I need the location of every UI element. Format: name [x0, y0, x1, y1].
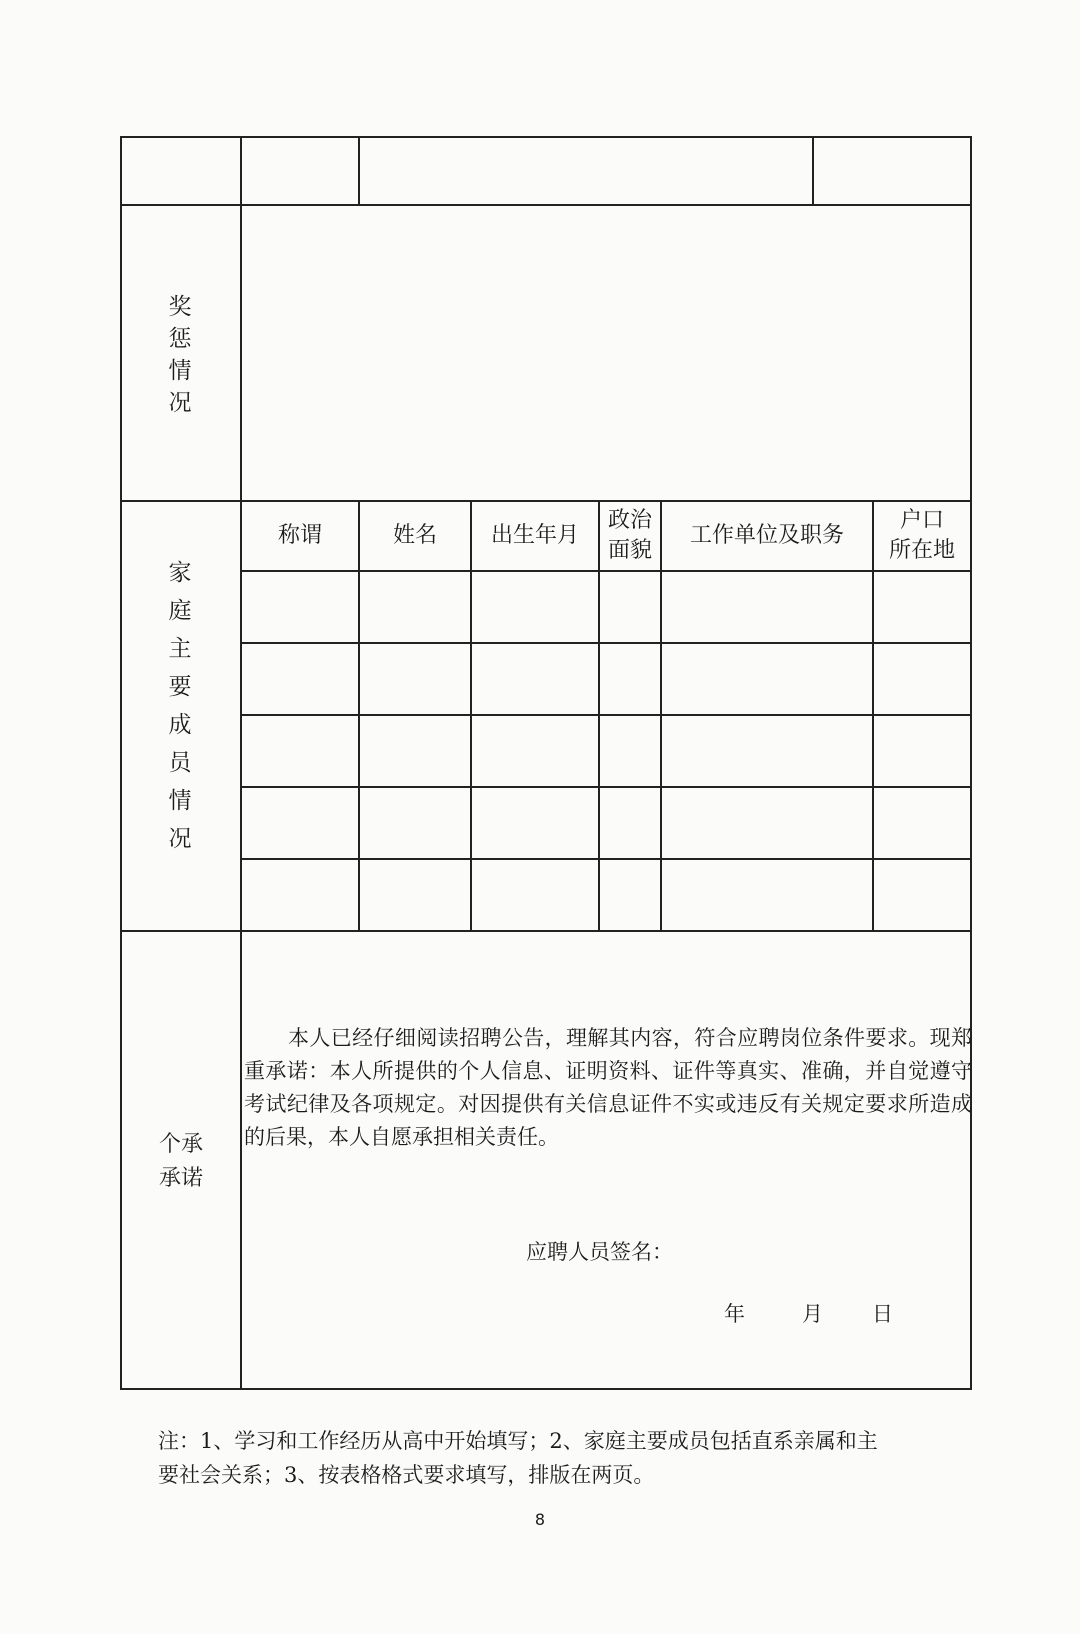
header-political-line1: 政治 — [607, 508, 652, 533]
family-row-2[interactable] — [242, 644, 970, 714]
footnote-line2: 要社会关系；3、按表格格式要求填写，排版在两页。 — [158, 1463, 655, 1487]
awards-label-char: 奖 — [168, 294, 192, 320]
pledge-label-line1: 个承 — [158, 1132, 203, 1157]
pledge-section-label — [146, 1128, 216, 1196]
family-row-5[interactable] — [242, 860, 970, 930]
date-month-label: 月 — [802, 1302, 823, 1326]
family-section-label — [160, 562, 200, 851]
top-row-cell-1[interactable] — [242, 138, 358, 204]
family-label-char: 家 — [168, 560, 192, 586]
family-row-4[interactable] — [242, 788, 970, 858]
pledge-paragraph: 本人已经仔细阅读招聘公告，理解其内容，符合应聘岗位条件要求。现郑重承诺：本人所提供的个人信息、证明资料、证件等真实、准确，并自觉遵守考试纪律及各项规定。对因提供有关信息证件不实或违反有关规定要求所造成的后果，本人自愿承担相关责任。 — [244, 1026, 972, 1149]
family-label-char: 况 — [168, 826, 192, 852]
awards-section-label — [160, 296, 200, 415]
header-hukou-line2: 所在地 — [888, 538, 955, 563]
header-political — [600, 502, 660, 570]
pledge-text — [244, 1022, 972, 1154]
family-label-char: 情 — [168, 788, 192, 814]
signature-label: 应聘人员签名： — [526, 1240, 673, 1264]
family-label-char: 庭 — [168, 598, 192, 624]
header-hukou-line1: 户口 — [899, 508, 944, 533]
header-work: 工作单位及职务 — [689, 523, 844, 548]
date-year-label: 年 — [724, 1302, 745, 1326]
date-day-label: 日 — [872, 1302, 893, 1326]
family-section-bottom — [120, 930, 972, 932]
awards-label-char: 况 — [168, 390, 192, 416]
header-name: 姓名 — [392, 523, 437, 548]
awards-content-cell[interactable] — [242, 206, 970, 500]
family-label-char: 成 — [168, 712, 192, 738]
header-birth: 出生年月 — [490, 523, 579, 548]
awards-label-char: 惩 — [168, 326, 192, 352]
family-label-char: 主 — [168, 636, 192, 662]
family-row-1[interactable] — [242, 572, 970, 642]
top-row-cell-2[interactable] — [360, 138, 812, 204]
header-political-line2: 面貌 — [607, 538, 652, 563]
footnote-line1: 注：1、学习和工作经历从高中开始填写；2、家庭主要成员包括直系亲属和主 — [158, 1429, 878, 1453]
footnote — [158, 1424, 948, 1492]
header-hukou — [874, 502, 970, 570]
header-relation: 称谓 — [277, 523, 322, 548]
pledge-label-line2: 承诺 — [158, 1166, 203, 1191]
page-number: 8 — [534, 1510, 546, 1529]
family-label-char: 员 — [168, 750, 192, 776]
family-row-3[interactable] — [242, 716, 970, 786]
top-row-cell-3[interactable] — [814, 138, 970, 204]
awards-label-char: 情 — [168, 358, 192, 384]
family-label-char: 要 — [168, 674, 192, 700]
signature-field[interactable] — [680, 1228, 940, 1268]
